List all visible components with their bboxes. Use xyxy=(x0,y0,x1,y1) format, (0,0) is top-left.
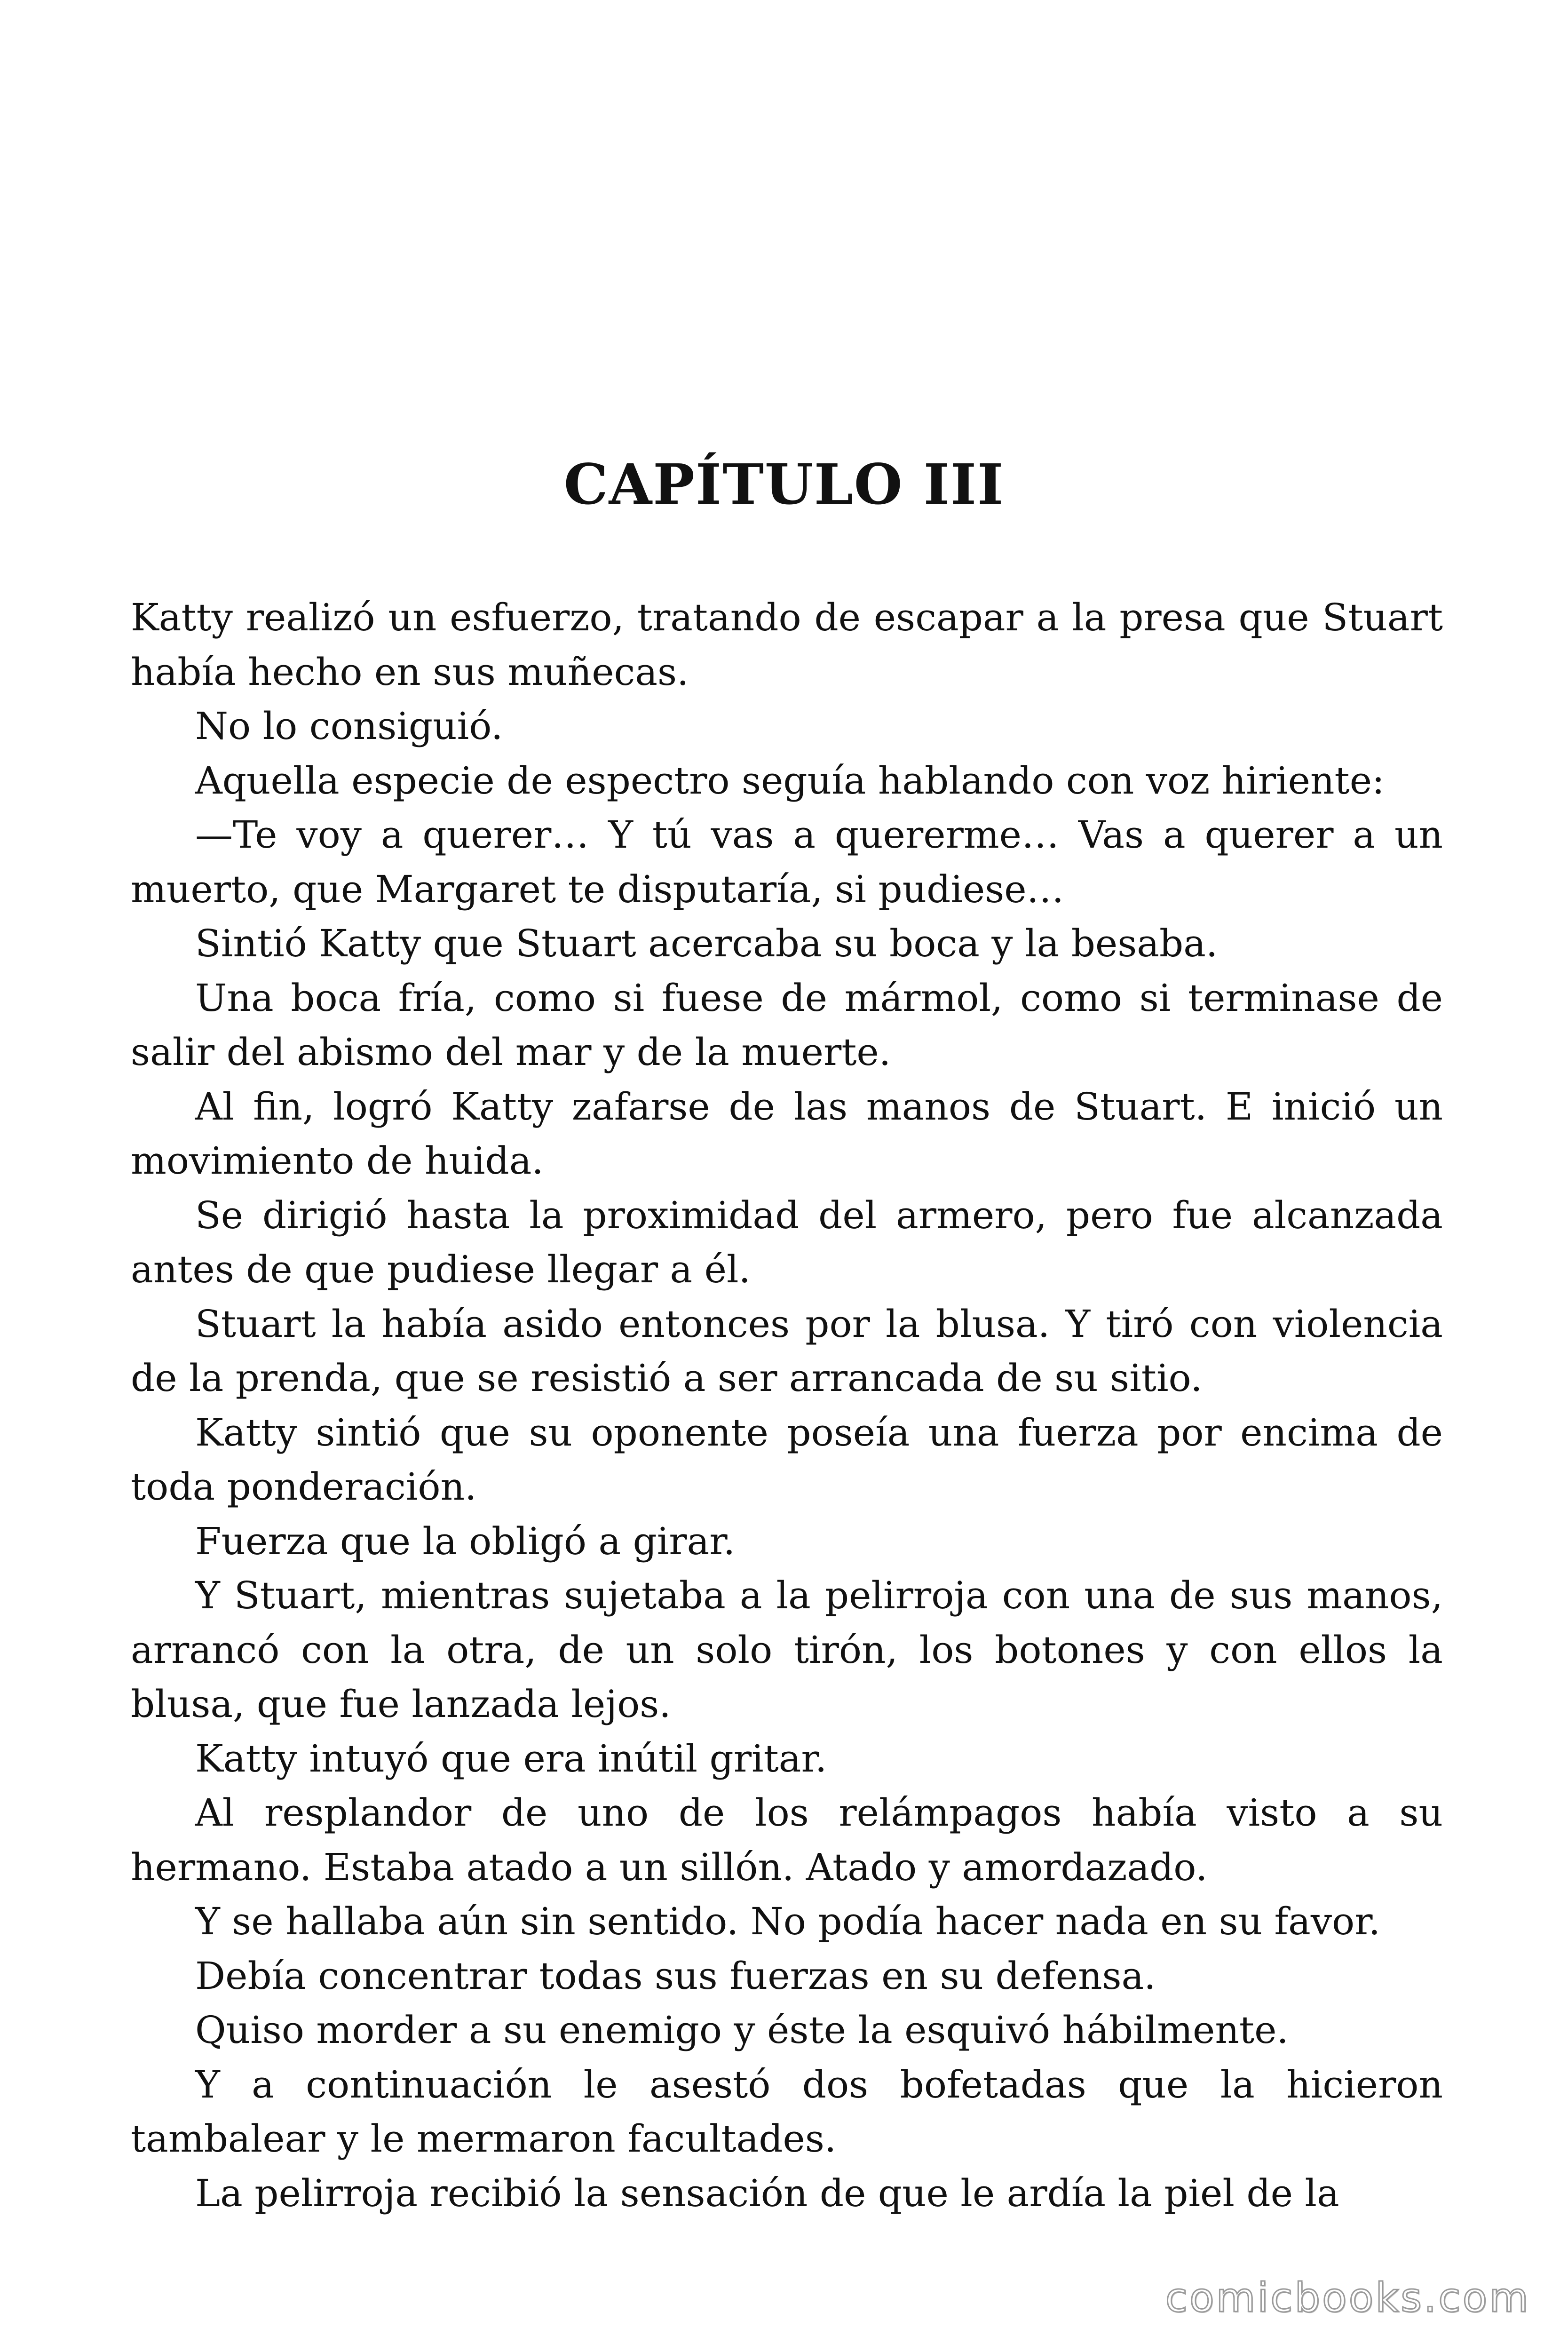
paragraph: Se dirigió hasta la proximidad del armero, pero fue alcanzada antes de que pudiese llegar a él. xyxy=(131,1193,1443,1291)
chapter-title: CAPÍTULO III xyxy=(563,452,1005,517)
paragraph: Y se hallaba aún sin sentido. No podía hacer nada en su favor. xyxy=(195,1899,1381,1943)
paragraph: Katty sintió que su oponente poseía una fuerza por encima de toda ponderación. xyxy=(131,1410,1443,1509)
watermark: comicbooks.com xyxy=(1165,2274,1530,2321)
paragraph: Sintió Katty que Stuart acercaba su boca y la besaba. xyxy=(195,922,1218,965)
paragraph: Katty realizó un esfuerzo, tratando de escapar a la presa que Stuart había hecho en sus muñecas. xyxy=(131,596,1443,694)
paragraph: Y a continuación le asestó dos bofetadas que la hicieron tambalear y le mermaron facultades. xyxy=(131,2062,1443,2161)
paragraph: Al fin, logró Katty zafarse de las manos de Stuart. E inició un movimiento de huida. xyxy=(131,1084,1443,1183)
paragraph: —Te voy a querer… Y tú vas a quererme… Vas a querer a un muerto, que Margaret te disputaría, si pudiese… xyxy=(131,813,1443,911)
paragraph: Al resplandor de uno de los relámpagos había visto a su hermano. Estaba atado a un sillón. Atado y amordazado. xyxy=(131,1791,1443,1889)
paragraph: Y Stuart, mientras sujetaba a la pelirroja con una de sus manos, arrancó con la otra, de un solo tirón, los botones y con ellos la blusa, que fue lanzada lejos. xyxy=(131,1573,1443,1726)
paragraph: Quiso morder a su enemigo y éste la esquivó hábilmente. xyxy=(195,2008,1289,2052)
paragraph: Fuerza que la obligó a girar. xyxy=(195,1519,736,1563)
paragraph: No lo consiguió. xyxy=(195,704,503,748)
paragraph: Aquella especie de espectro seguía hablando con voz hiriente: xyxy=(195,758,1385,803)
chapter-body xyxy=(131,590,1443,2220)
paragraph: Una boca fría, como si fuese de mármol, como si terminase de salir del abismo del mar y de la muerte. xyxy=(131,976,1443,1074)
paragraph: Debía concentrar todas sus fuerzas en su defensa. xyxy=(195,1954,1156,1998)
paragraph: Stuart la había asido entonces por la blusa. Y tiró con violencia de la prenda, que se resistió a ser arrancada de su sitio. xyxy=(131,1302,1443,1400)
paragraph-last: La pelirroja recibió la sensación de que le ardía la piel de la xyxy=(195,2171,1339,2215)
paragraph: Katty intuyó que era inútil gritar. xyxy=(195,1736,827,1780)
